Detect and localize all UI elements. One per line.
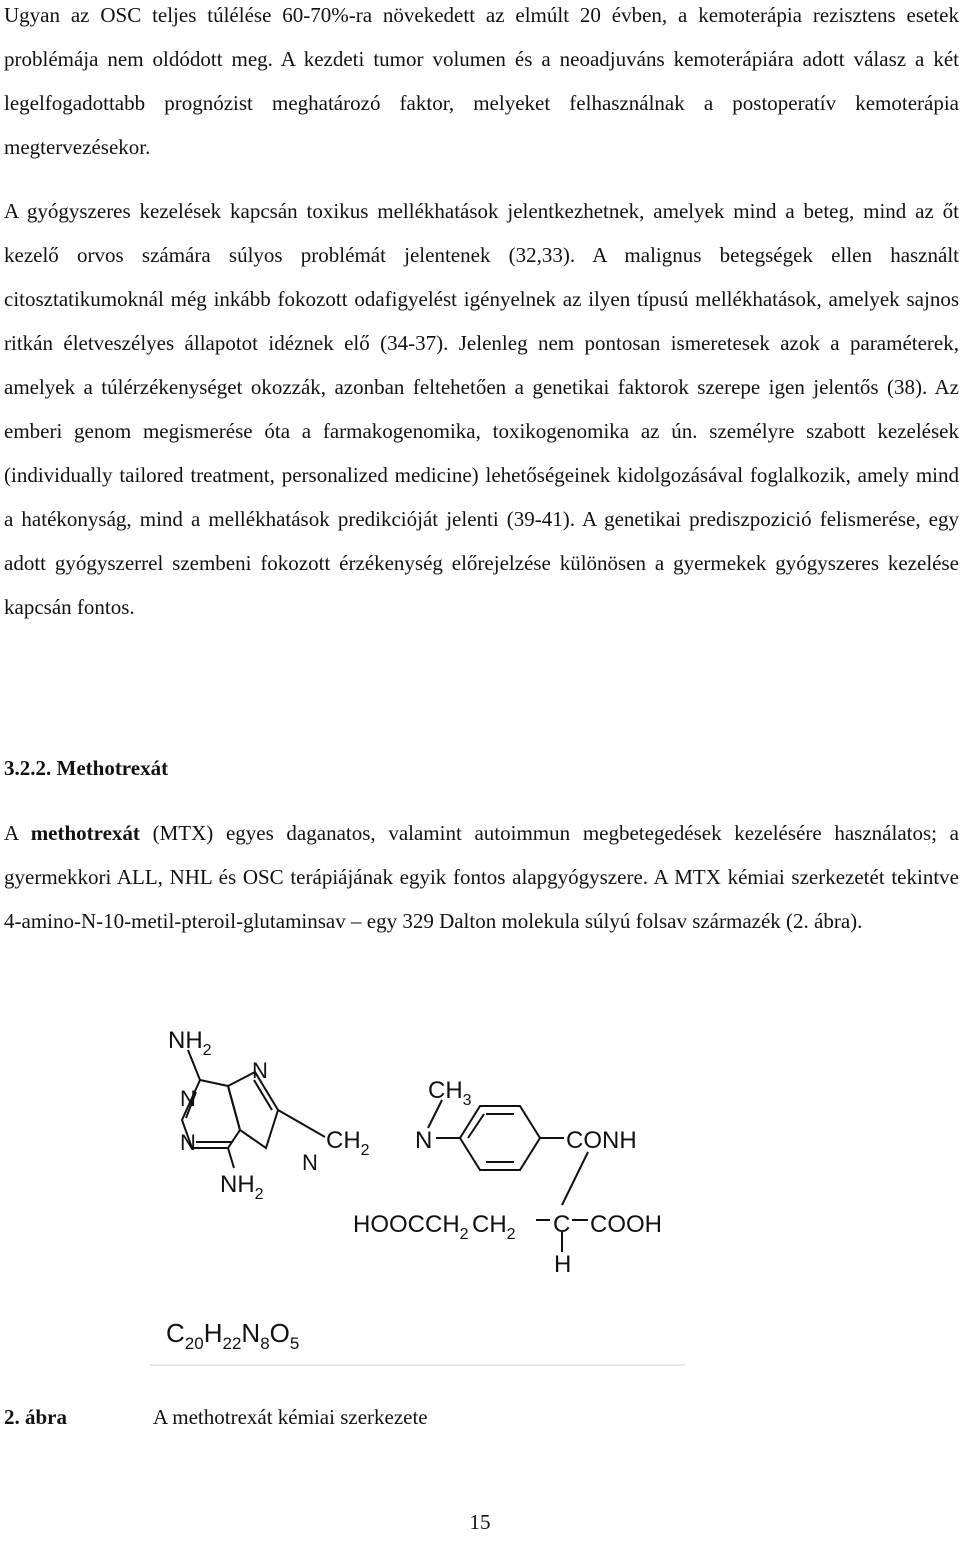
label-ch2: $CH_2$ <box>326 1127 370 1159</box>
paragraph-toxic-side-effects: A gyógyszeres kezelések kapcsán toxikus mellékhatások jelentkezhetnek, amelyek mind a beteg, mind az őt kezelő orvos számára súlyos problémát jelentenek (32,33). A malignus betegségek ellen használt citosztatikumoknál még inkább fokozott odafigyelést igényelnek az ilyen típusú mellékhatások, amelyek sajnos ritkán életveszélyes állapotot idéznek elő (34-37). Jelenleg nem pontosan ismeretesek azok a paraméterek, amelyek a túlérzékenységet okozzák, azonban feltehetően a genetikai faktorok szerepe igen jelentős (38). Az emberi genom megismerése óta a farmakogenomika, toxikogenomika az ún. személyre szabott kezelések (individually tailored treatment, personalized medicine) lehetőségeinek kidolgozásával foglalkozik, amely mind a hatékonyság, mind a mellékhatások predikcióját jelenti (39-41). A genetikai prediszpozició felismerése, egy adott gyógyszerrel szembeni fokozott érzékenység előrejelzése különösen a gyermekek gyógyszeres kezelése kapcsán fontos. <box>4 199 959 619</box>
paragraph-methotrexate <box>4 811 959 943</box>
structure-bonds <box>150 1050 685 1365</box>
label-conh: CONH <box>566 1127 637 1154</box>
methotrexate-term: methotrexát <box>30 821 140 845</box>
label-chain-mid: $CH_2$ <box>472 1211 516 1243</box>
label-chain-c: C <box>553 1211 571 1238</box>
label-nh2-top: $NH_2$ <box>168 1027 212 1059</box>
label-nh2-bottom: $NH_2$ <box>220 1171 264 1203</box>
label-n-amine: N <box>415 1127 433 1154</box>
chemical-structure-diagram <box>150 1020 690 1370</box>
figure-caption-text: A methotrexát kémiai szerkezete <box>153 1405 428 1429</box>
label-n-right-bottom: N <box>302 1150 318 1175</box>
label-n-left-bottom: N <box>180 1130 196 1155</box>
label-ch3: $CH_3$ <box>428 1077 472 1109</box>
label-chain-h: H <box>554 1251 572 1278</box>
section-heading: 3.2.2. Methotrexát <box>4 756 169 780</box>
p3-rest: (MTX) egyes daganatos, valamint autoimmun megbetegedések kezelésére használatos; a gyermekkori ALL, NHL és OSC terápiájának egyik fontos alapgyógyszere. A MTX kémiai szerkezetét tekintve 4-amino-N-10-metil-pteroil-glutaminsav – egy 329 Dalton molekula súlyú folsav származék (2. ábra). <box>4 821 959 933</box>
page-number: 15 <box>469 1510 491 1534</box>
paragraph-osc-survival: Ugyan az OSC teljes túlélése 60-70%-ra növekedett az elmúlt 20 évben, a kemoterápia rezisztens esetek problémája nem oldódott meg. A kezdeti tumor volumen és a neoadjuváns kemoterápiára adott válasz a két legelfogadottabb prognózist meghatározó faktor, melyeket felhasználnak a postoperatív kemoterápia megtervezésekor. <box>4 3 959 159</box>
methotrexate-structure-figure <box>150 1020 690 1370</box>
label-n-left-top: N <box>180 1086 196 1111</box>
p3-start: A <box>4 821 31 845</box>
molecular-formula: $C_{20}H_{22}N_8O_5$ <box>166 1318 300 1353</box>
figure-number: 2. ábra <box>4 1405 67 1429</box>
label-chain-cooh: COOH <box>590 1211 662 1238</box>
benzene-ring <box>460 1106 540 1170</box>
label-n-right-top: N <box>252 1058 268 1083</box>
figure-caption <box>4 1395 428 1439</box>
label-chain-left: $HOOCCH_2$ <box>353 1211 469 1243</box>
